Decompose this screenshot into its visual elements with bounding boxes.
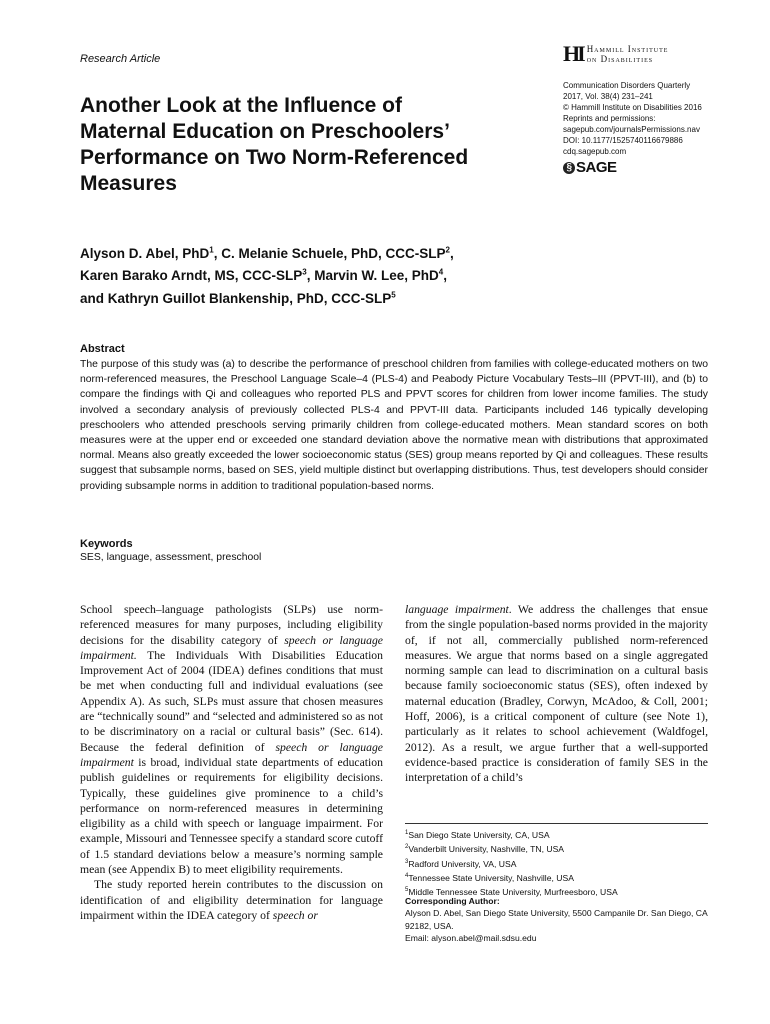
publisher-logo	[563, 41, 669, 66]
footnote: $^5$Middle Tennessee State University, Murfreesboro, USA	[405, 886, 618, 897]
permissions-link[interactable]: sagepub.com/journalsPermissions.nav	[563, 125, 700, 134]
journal-meta	[563, 80, 733, 157]
journal-volume: 2017, Vol. 38(4) 231–241	[563, 92, 653, 101]
author-3: Karen Barako Arndt, MS, CCC-SLP$^3$,	[80, 267, 315, 283]
author-4: Marvin W. Lee, PhD$^4$,	[314, 267, 448, 283]
author-5: and Kathryn Guillot Blankenship, PhD, CCC-SLP$^5$	[80, 290, 396, 306]
doi[interactable]: DOI: 10.1177/1525740116679886	[563, 136, 683, 145]
keywords-heading: Keywords	[80, 538, 133, 550]
article-title: Another Look at the Influence of Maternal Education on Preschoolers’ Performance on Two Norm-Referenced Measures	[80, 94, 469, 195]
footnote: $^1$San Diego State University, CA, USA	[405, 829, 550, 840]
sage-logo-text: SAGE	[576, 159, 617, 176]
corresponding-author	[405, 895, 708, 945]
keywords-text: SES, language, assessment, preschool	[80, 552, 262, 563]
footnote: $^3$Radford University, VA, USA	[405, 858, 517, 869]
reprints-label: Reprints and permissions:	[563, 114, 656, 123]
publisher-line-2: on Disabilities	[586, 54, 654, 64]
body-column-right	[405, 602, 708, 786]
footnote: $^4$Tennessee State University, Nashville, USA	[405, 872, 574, 883]
body-paragraph: School speech–language pathologists (SLPs) use norm-referenced measures for many purposes, including eligibility decisions for the disability category of speech or language impairment. The Individuals With Disabilities Education Improvement Act of 2004 (IDEA) defines conditions that must be met when conducting full and individual evaluations (see Appendix A). As such, SLPs must assure that chosen measures are “technically sound” and “selected and administered so as not to be discriminatory on a racial or cultural basis” (Sec. 614). Because the federal definition of speech or language impairment is broad, individual state departments of education publish guidelines or requirements for eligibility decisions. Typically, these guidelines give prominence to a child’s performance on norm-referenced measures in determining eligibility as a child with speech or language impairment. For example, Missouri and Tennessee specify a standard score cutoff of 1.5 standard deviations below a measure’s norming sample mean (see Appendix B) to meet eligibility requirements.	[80, 603, 383, 877]
journal-name: Communication Disorders Quarterly	[563, 81, 691, 90]
body-paragraph: language impairment. We address the challenges that ensue from the single population-based norms provided in the majority of, if not all, commercially published norm-referenced measures. We argue that norms based on a single aggregated norming sample can lead to discrimination on a cultural basis because family socioeconomic status (SES), often indexed by maternal education (Bradley, Corwyn, McAdoo, & Coll, 2001; Hoff, 2006), is a critical component of culture (see Note 1), particularly as it relates to school achievement (Waldfogel, 2012). As a result, we argue further that a well-supported evidence-based practice is consideration of family SES in the interpretation of a child’s	[405, 603, 708, 785]
body-column-left	[80, 602, 383, 923]
journal-site-link[interactable]: cdq.sagepub.com	[563, 147, 627, 156]
sage-logo-icon: §	[563, 162, 575, 174]
abstract-heading: Abstract	[80, 343, 125, 355]
corresponding-author-address: Alyson D. Abel, San Diego State University, 5500 Campanile Dr. San Diego, CA 92182, USA.	[405, 908, 708, 931]
body-paragraph: The study reported herein contributes to the discussion on identification of and eligibility determination for language impairment within the IDEA category of speech or	[80, 878, 383, 922]
copyright: © Hammill Institute on Disabilities 2016	[563, 103, 702, 112]
author-2: C. Melanie Schuele, PhD, CCC-SLP$^2$,	[221, 245, 454, 261]
article-type: Research Article	[80, 53, 161, 65]
affiliation-footnotes	[405, 823, 708, 898]
corresponding-author-email[interactable]: Email: alyson.abel@mail.sdsu.edu	[405, 933, 537, 944]
hammill-logo-mark: HI	[563, 41, 583, 66]
author-list	[80, 240, 550, 308]
footnote: $^2$Vanderbilt University, Nashville, TN, USA	[405, 844, 565, 855]
corresponding-author-label: Corresponding Author:	[405, 896, 500, 906]
publisher-line-1: Hammill Institute	[586, 44, 669, 54]
abstract-text: The purpose of this study was (a) to describe the performance of preschool children from families with college-educated mothers on two norm-referenced measures, the Preschool Language Scale–4 (PLS-4) and Peabody Picture Vocabulary Tests–III (PPVT-III), and (b) to compare the findings with Qi and colleagues who reported PLS and PPVT scores for children from lower income families. The study involved a secondary analysis of previously collected PLS-4 and PPVT-III data. Participants included 146 typically developing preschoolers who attended preschools serving primarily children from college-educated mothers. Mean standard scores on both measures were at the upper end or exceeded one standard deviation above the normative mean with distributions that approximated normal. Means also greatly exceeded the lower socioeconomic status (SES) group means reported by Qi and colleagues. These results suggest that subsample norms, based on SES, yield multiple distinct but overlapping distributions. Thus, test developers should consider providing subsample norms in addition to traditional population-based norms.	[80, 359, 708, 492]
publisher-name	[587, 44, 669, 64]
sage-logo	[563, 159, 617, 176]
author-1: Alyson D. Abel, PhD$^1$,	[80, 245, 222, 261]
